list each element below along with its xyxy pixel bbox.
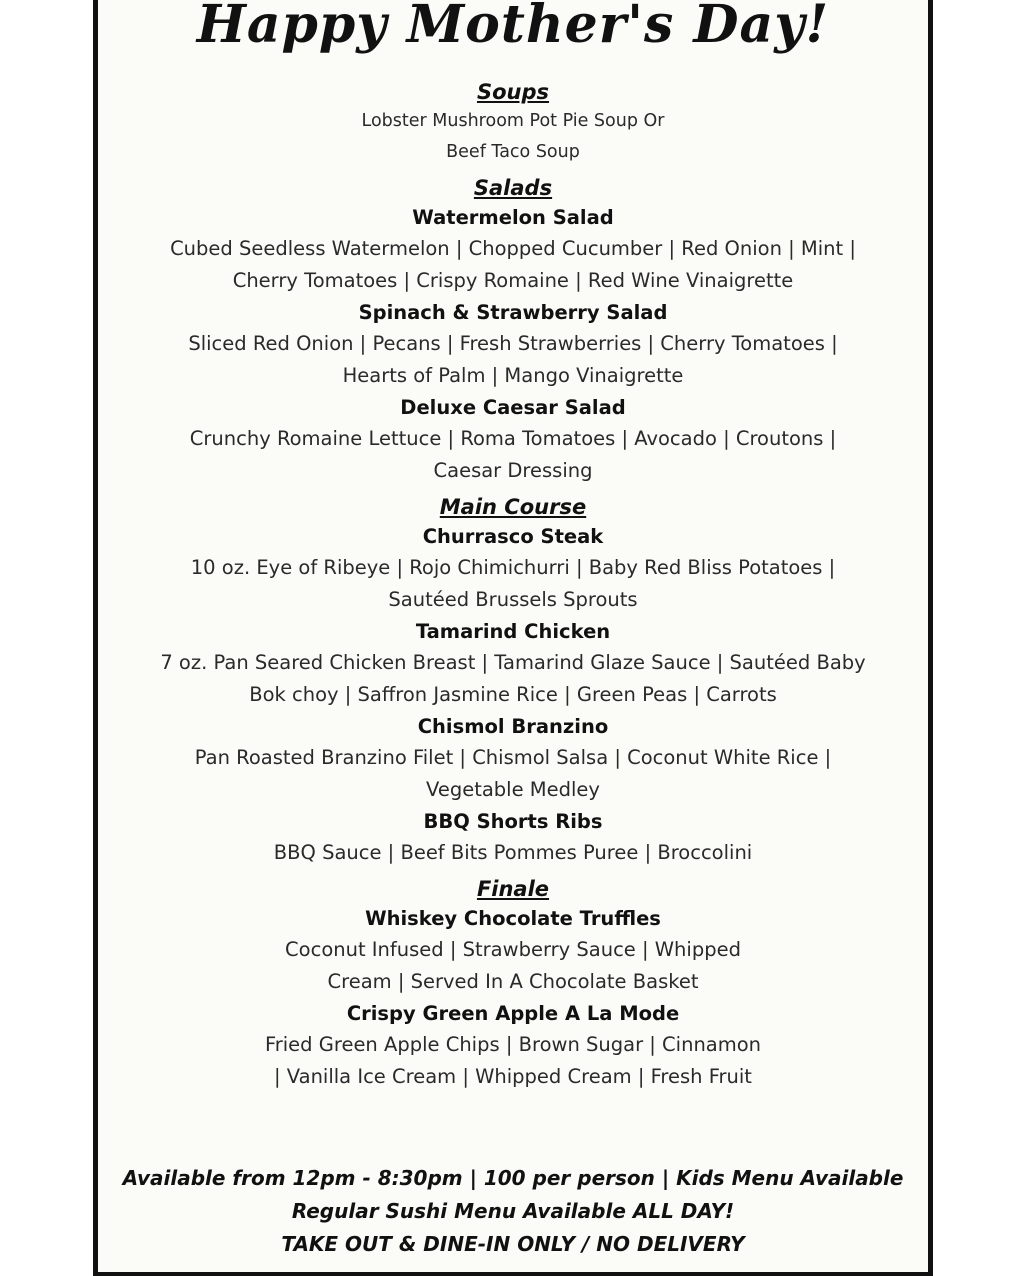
item-name: Spinach & Strawberry Salad: [358, 301, 668, 324]
menu-item: [98, 202, 928, 297]
item-name: Watermelon Salad: [412, 206, 614, 229]
menu-title: Happy Mother's Day!: [196, 0, 830, 55]
item-description-line: Bok choy | Saffron Jasmine Rice | Green Peas | Carrots: [249, 683, 777, 706]
footer-line: Available from 12pm - 8:30pm | 100 per person | Kids Menu Available: [122, 1166, 904, 1190]
menu-item: [98, 806, 928, 869]
salads-heading: Salads: [473, 176, 553, 200]
item-description-line: 7 oz. Pan Seared Chicken Breast | Tamarind Glaze Sauce | Sautéed Baby: [160, 651, 866, 674]
item-name: Crispy Green Apple A La Mode: [346, 1002, 680, 1025]
soups-section: [98, 78, 928, 168]
menu-content: [98, 78, 928, 1093]
item-description-line: 10 oz. Eye of Ribeye | Rojo Chimichurri | Baby Red Bliss Potatoes |: [190, 556, 836, 579]
menu-item: [98, 711, 928, 806]
menu-item: [98, 521, 928, 616]
item-name: BBQ Shorts Ribs: [423, 810, 603, 833]
item-description-line: Pan Roasted Branzino Filet | Chismol Salsa | Coconut White Rice |: [194, 746, 832, 769]
item-description-line: Coconut Infused | Strawberry Sauce | Whipped: [285, 938, 741, 961]
item-description-line: Sautéed Brussels Sprouts: [388, 588, 638, 611]
finale-section: [98, 875, 928, 1093]
item-description-line: Fried Green Apple Chips | Brown Sugar | Cinnamon: [264, 1033, 762, 1056]
soups-heading: Soups: [476, 80, 550, 104]
menu-item: [98, 998, 928, 1093]
item-name: Whiskey Chocolate Truffles: [365, 907, 661, 930]
main-course-section: [98, 493, 928, 869]
menu-item: [98, 903, 928, 998]
soup-line: Lobster Mushroom Pot Pie Soup Or: [361, 111, 665, 131]
item-name: Deluxe Caesar Salad: [400, 396, 626, 419]
item-description-line: Cream | Served In A Chocolate Basket: [327, 970, 699, 993]
item-description-line: Caesar Dressing: [433, 459, 593, 482]
item-description-line: | Vanilla Ice Cream | Whipped Cream | Fresh Fruit: [274, 1065, 752, 1088]
finale-heading: Finale: [476, 877, 550, 901]
menu-item: [98, 616, 928, 711]
item-description-line: BBQ Sauce | Beef Bits Pommes Puree | Broccolini: [273, 841, 753, 864]
item-description-line: Cherry Tomatoes | Crispy Romaine | Red Wine Vinaigrette: [232, 269, 794, 292]
item-description-line: Sliced Red Onion | Pecans | Fresh Strawberries | Cherry Tomatoes |: [188, 332, 838, 355]
item-name: Chismol Branzino: [417, 715, 609, 738]
footer-line: Regular Sushi Menu Available ALL DAY!: [291, 1199, 735, 1223]
bottom-rule: [93, 1272, 933, 1276]
main-course-heading: Main Course: [439, 495, 587, 519]
menu-item: [98, 297, 928, 392]
item-description-line: Hearts of Palm | Mango Vinaigrette: [342, 364, 684, 387]
item-name: Tamarind Chicken: [415, 620, 611, 643]
item-description-line: Cubed Seedless Watermelon | Chopped Cucumber | Red Onion | Mint |: [170, 237, 856, 260]
soup-line: Beef Taco Soup: [446, 142, 580, 162]
item-description-line: Vegetable Medley: [426, 778, 600, 801]
footer-line: TAKE OUT & DINE-IN ONLY / NO DELIVERY: [281, 1232, 745, 1256]
menu-card: [93, 0, 933, 1276]
item-description-line: Crunchy Romaine Lettuce | Roma Tomatoes | Avocado | Croutons |: [189, 427, 837, 450]
item-name: Churrasco Steak: [422, 525, 604, 548]
menu-item: [98, 392, 928, 487]
menu-footer: [98, 1162, 928, 1261]
salads-section: [98, 174, 928, 487]
